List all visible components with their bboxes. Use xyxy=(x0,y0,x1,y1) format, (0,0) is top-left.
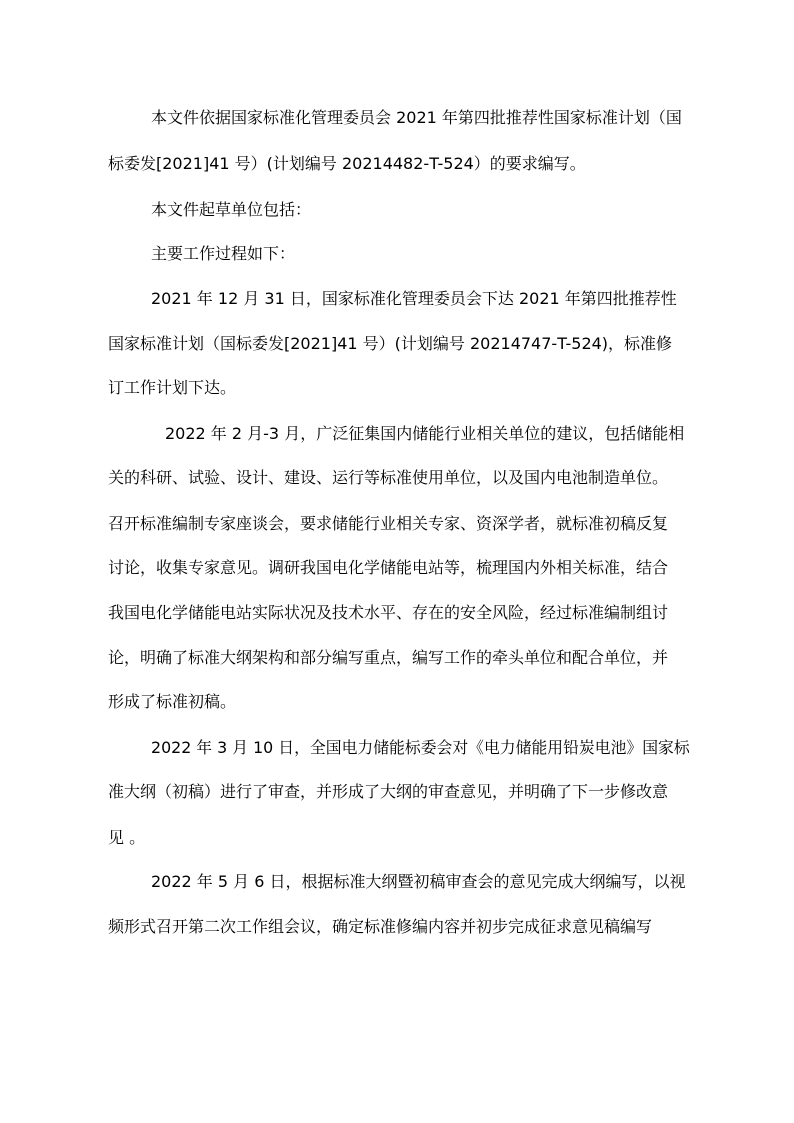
text-line: 标委发[2021]41 号）(计划编号 20214482-T-524）的要求编写。 xyxy=(108,154,586,173)
text-line: 主要工作过程如下： xyxy=(151,244,296,263)
text-line: 召开标准编制专家座谈会，要求储能行业相关专家、资深学者，就标准初稿反复 xyxy=(108,514,669,533)
text-line: 订工作计划下达。 xyxy=(108,378,237,397)
text-line: 见 。 xyxy=(108,828,146,847)
text-line: 频形式召开第二次工作组会议，确定标准修编内容并初步完成征求意见稿编写 xyxy=(108,917,653,936)
text-line: 2021 年 12 月 31 日，国家标准化管理委员会下达 2021 年第四批推荐性 xyxy=(151,289,677,308)
text-line: 国家标准计划（国标委发[2021]41 号）(计划编号 20214747-T-524)，标准修 xyxy=(108,334,673,353)
text-line: 我国电化学储能电站实际状况及技术水平、存在的安全风险，经过标准编制组讨 xyxy=(108,603,669,622)
text-line: 2022 年 5 月 6 日，根据标准大纲暨初稿审查会的意见完成大纲编写，以视 xyxy=(151,872,686,891)
text-line: 论，明确了标准大纲架构和部分编写重点，编写工作的牵头单位和配合单位，并 xyxy=(108,648,669,667)
text-line: 本文件依据国家标准化管理委员会 2021 年第四批推荐性国家标准计划（国 xyxy=(151,108,682,127)
text-line: 关的科研、试验、设计、建设、运行等标准使用单位，以及国内电池制造单位。 xyxy=(108,468,669,487)
text-line: 2022 年 3 月 10 日，全国电力储能标委会对《电力储能用铅炭电池》国家标 xyxy=(151,738,690,757)
text-line: 本文件起草单位包括： xyxy=(151,200,312,219)
text-line: 准大纲（初稿）进行了审查，并形成了大纲的审查意见，并明确了下一步修改意 xyxy=(108,782,669,801)
text-line: 形成了标准初稿。 xyxy=(108,692,237,711)
text-line: 2022 年 2 月-3 月，广泛征集国内储能行业相关单位的建议，包括储能相 xyxy=(165,424,685,443)
text-line: 讨论，收集专家意见。调研我国电化学储能电站等，梳理国内外相关标准，结合 xyxy=(108,558,669,577)
